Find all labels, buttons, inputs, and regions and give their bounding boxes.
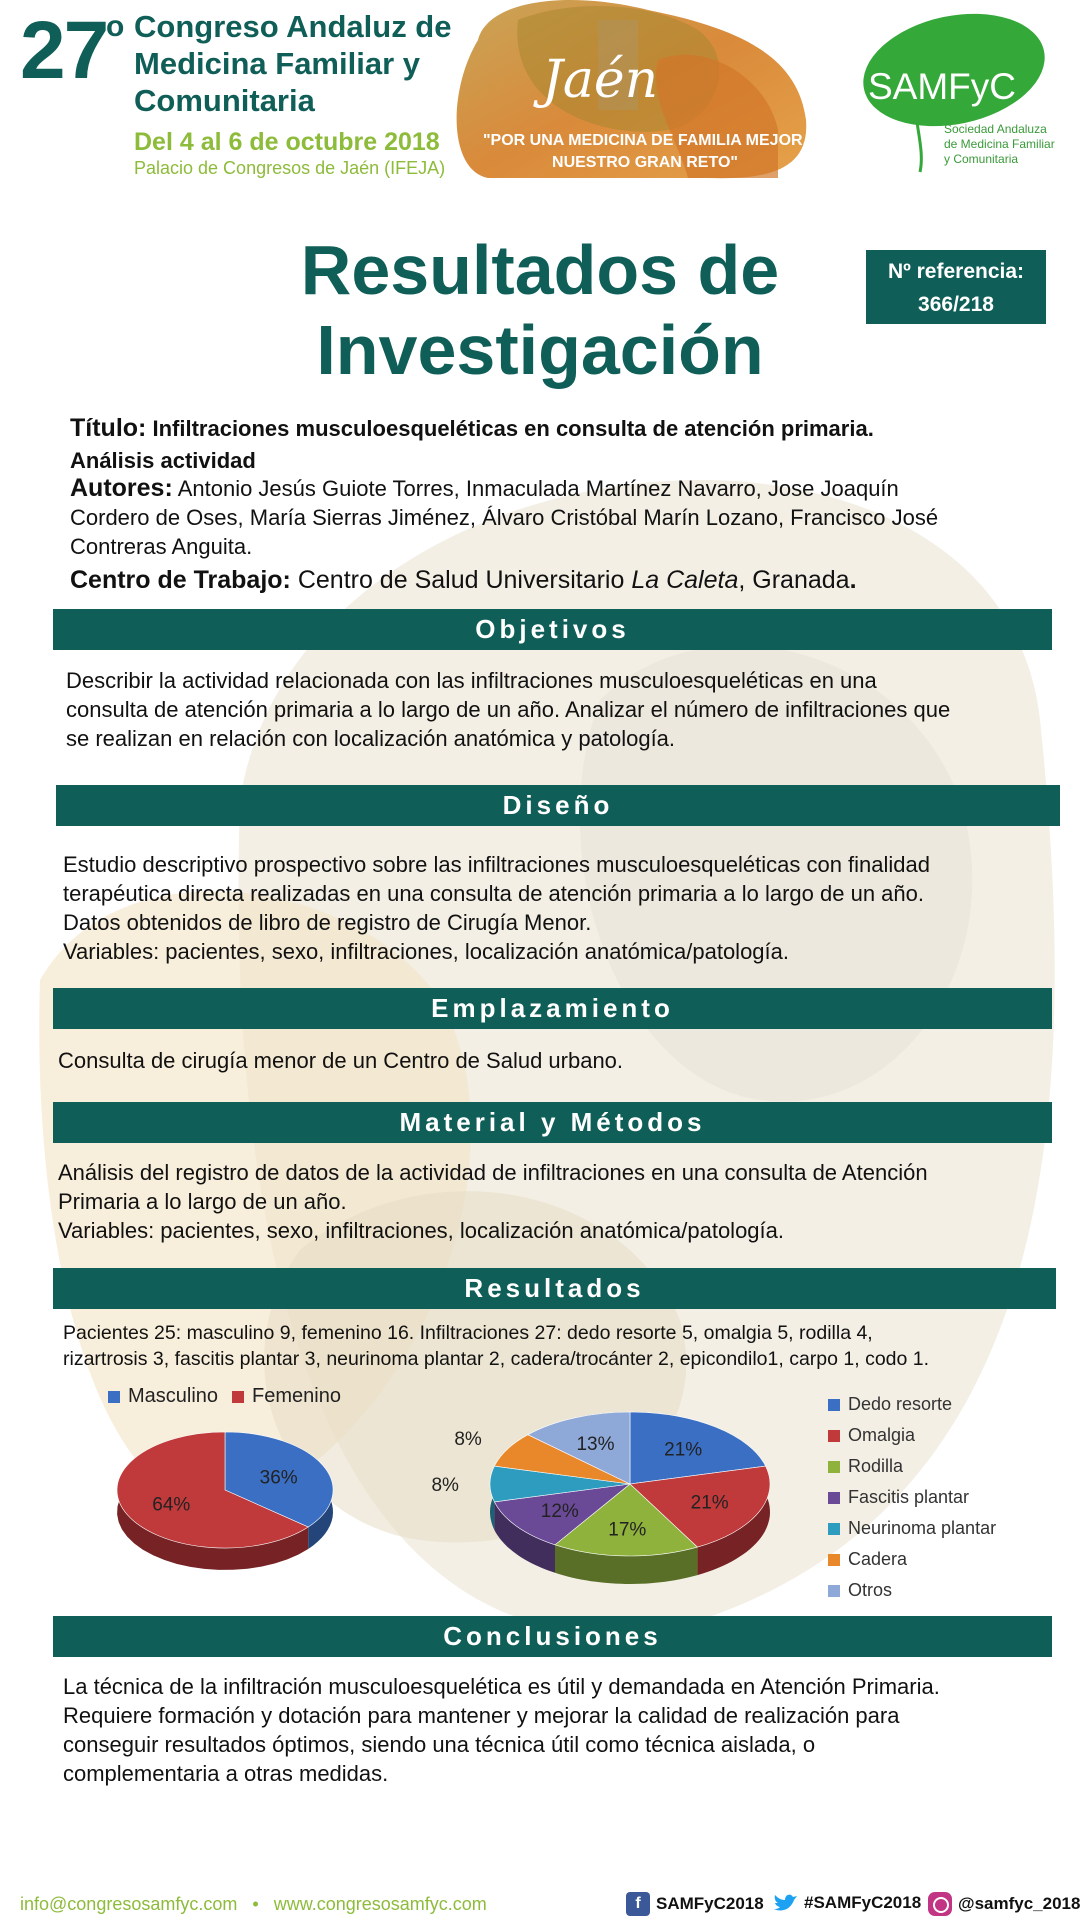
reference-value: 366/218	[918, 293, 994, 316]
pie-label-femenino: 64%	[152, 1494, 191, 1516]
titulo-label: Título:	[70, 414, 147, 442]
titulo-value-continued: Análisis actividad	[70, 448, 256, 473]
congress-motto: "POR UNA MEDICINA DE FAMILIA MEJOR, NUESTRO GRAN RETO"	[482, 132, 808, 171]
material-heading: Material y Métodos	[53, 1102, 1052, 1143]
legend-label: Fascitis plantar	[848, 1487, 970, 1507]
pie-label-fascitis-plantar: 12%	[540, 1501, 579, 1523]
facebook-icon: f	[626, 1892, 650, 1916]
emplazamiento-heading: Emplazamiento	[53, 988, 1052, 1029]
legend-swatch	[828, 1585, 840, 1597]
organization-name: Sociedad Andaluza de Medicina Familiar y Comunitaria	[944, 122, 1055, 166]
authors: Autores: Antonio Jesús Guiote Torres, Inmaculada Martínez Navarro, Jose Joaquín Cordero de Oses, María Sierras Jiménez, Álvaro Cristóbal Marín Lozano, Francisco José Contreras Anguita.	[70, 474, 939, 559]
centro-label: Centro de Trabajo:	[70, 566, 291, 594]
footer-contact: info@congresosamfyc.com • www.congresosamfyc.com	[20, 1894, 487, 1914]
work-center: Centro de Trabajo: Centro de Salud Universitario La Caleta, Granada.	[70, 566, 857, 594]
legend-swatch	[828, 1523, 840, 1535]
legend-label: Rodilla	[848, 1456, 904, 1476]
legend-label: Neurinoma plantar	[848, 1518, 997, 1538]
legend-item-neurinoma-plantar	[828, 1513, 1048, 1544]
legend-swatch	[828, 1399, 840, 1411]
footer-instagram[interactable]: @samfyc_2018	[928, 1892, 1080, 1916]
reference-box	[866, 250, 1046, 324]
congress-number: 27	[20, 5, 108, 96]
legend-label: Omalgia	[848, 1425, 916, 1445]
congress-venue: Palacio de Congresos de Jaén (IFEJA)	[134, 158, 446, 178]
legend-label-femenino: Femenino	[252, 1385, 341, 1407]
legend-label: Dedo resorte	[848, 1394, 953, 1414]
footer-facebook[interactable]: f SAMFyC2018	[626, 1892, 764, 1916]
congress-ordinal: o	[106, 10, 125, 43]
autores-label: Autores:	[70, 474, 173, 502]
legend-item-rodilla	[828, 1451, 1048, 1482]
twitter-icon	[772, 1892, 798, 1914]
footer-twitter[interactable]: #SAMFyC2018	[772, 1892, 921, 1914]
legend-item-cadera	[828, 1544, 1048, 1575]
footer-website[interactable]: www.congresosamfyc.com	[273, 1894, 487, 1914]
legend-item-fascitis-plantar	[828, 1482, 1048, 1513]
legend-item-omalgia	[828, 1420, 1048, 1451]
conclusiones-heading: Conclusiones	[53, 1616, 1052, 1657]
sex-pie-chart	[100, 1420, 360, 1600]
legend-swatch	[828, 1554, 840, 1566]
diseno-heading: Diseño	[56, 785, 1060, 826]
legend-label: Cadera	[848, 1549, 908, 1569]
pie-label-rodilla: 17%	[608, 1519, 647, 1541]
reference-label: Nº referencia:	[887, 260, 1025, 283]
conclusiones-text: La técnica de la infiltración musculoesquelética es útil y demandada en Atención Primaria. Requiere formación y dotación para mantener y mejorar la calidad de realización para conseguir resultados óptimos, siendo una técnica útil como técnica aislada, o complementaria a otras medidas.	[63, 1674, 940, 1786]
pathology-pie-chart	[431, 1392, 820, 1632]
legend-label: Otros	[848, 1580, 893, 1600]
objetivos-text: Describir la actividad relacionada con las infiltraciones musculoesqueléticas en una consulta de atención primaria a lo largo de un año. Analizar el número de infiltraciones que se realizan en relación con localización anatómica y patología.	[66, 668, 951, 751]
pie-label-masculino: 36%	[259, 1467, 298, 1489]
poster-title: Resultados de Investigación	[300, 231, 780, 389]
legend-label-masculino: Masculino	[128, 1385, 219, 1407]
resultados-text: Pacientes 25: masculino 9, femenino 16. Infiltraciones 27: dedo resorte 5, omalgia 5, rodilla 4, rizartrosis 3, fascitis plantar 3, neurinoma plantar 2, cadera/trocánter 2, epicondilo1, carpo 1, codo 1.	[63, 1322, 930, 1370]
legend-swatch	[828, 1492, 840, 1504]
pie-label-neurinoma-plantar: 8%	[431, 1475, 459, 1496]
congress-dates: Del 4 al 6 de octubre 2018	[134, 128, 440, 156]
legend-swatch-femenino	[232, 1391, 244, 1403]
legend-swatch	[828, 1430, 840, 1442]
instagram-icon	[928, 1892, 952, 1916]
sex-legend	[108, 1385, 341, 1408]
pie-label-cadera: 8%	[454, 1429, 482, 1451]
pie-label-otros: 13%	[576, 1434, 615, 1455]
samfyc-logo-text: SAMFyC	[868, 66, 1016, 107]
title-line	[70, 414, 1030, 443]
legend-swatch	[828, 1461, 840, 1473]
congress-title: Congreso Andaluz de Medicina Familiar y Comunitaria	[134, 9, 452, 118]
objetivos-heading: Objetivos	[53, 609, 1052, 650]
pie-label-omalgia: 21%	[690, 1492, 729, 1514]
footer-email[interactable]: info@congresosamfyc.com	[20, 1894, 238, 1914]
pie-label-dedo-resorte: 21%	[664, 1439, 703, 1461]
pathology-legend	[828, 1389, 1048, 1606]
city-label: Jaén	[542, 50, 659, 110]
legend-swatch-masculino	[108, 1391, 120, 1403]
legend-item-dedo-resorte	[828, 1389, 1048, 1420]
emplazamiento-text: Consulta de cirugía menor de un Centro de Salud urbano.	[58, 1048, 624, 1073]
titulo-value: Infiltraciones musculoesqueléticas en consulta de atención primaria.	[152, 416, 874, 441]
diseno-text: Estudio descriptivo prospectivo sobre las infiltraciones musculoesqueléticas con finalidad terapéutica directa realizadas en una consulta de atención primaria a lo largo de un año. Datos obtenidos de libro de registro de Cirugía Menor. Variables: pacientes, sexo, infiltraciones, localización anatómica/patología.	[63, 852, 931, 964]
resultados-heading: Resultados	[53, 1268, 1056, 1309]
legend-item-otros	[828, 1575, 1048, 1606]
material-text: Análisis del registro de datos de la actividad de infiltraciones en una consulta de Atención Primaria a lo largo de un año. Variables: pacientes, sexo, infiltraciones, localización anatómica/patología.	[58, 1160, 928, 1243]
